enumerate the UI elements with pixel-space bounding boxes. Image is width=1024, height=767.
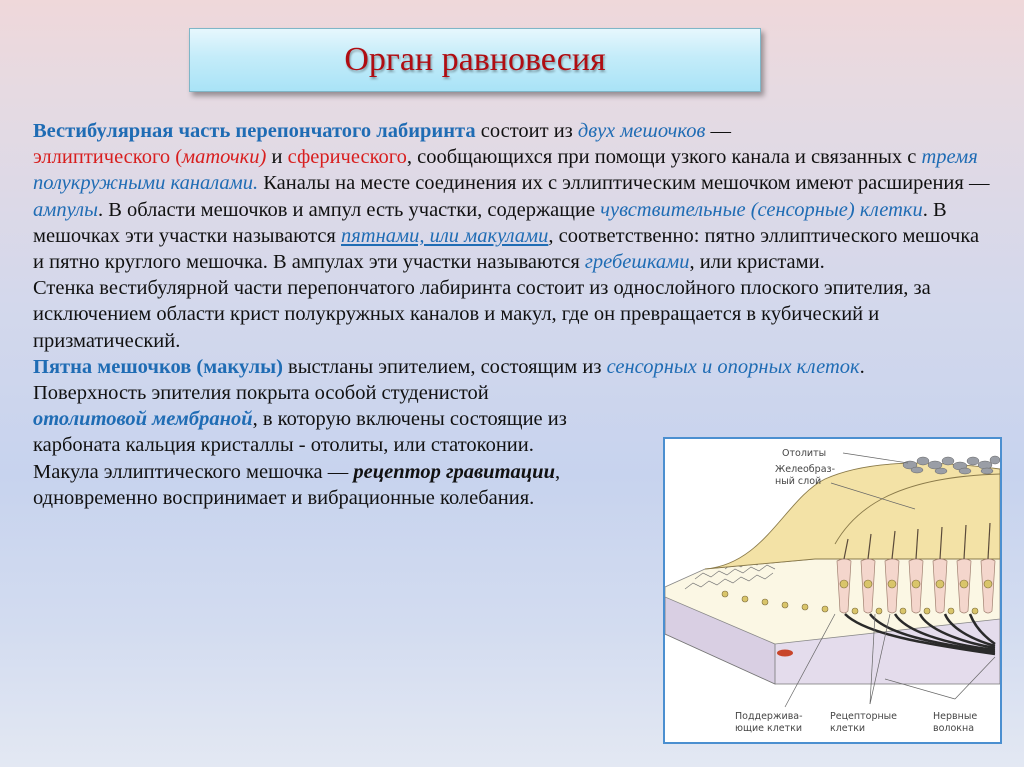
term-spherical: сферического <box>287 146 407 169</box>
label-nerve-2: волокна <box>933 723 975 734</box>
macula-illustration <box>665 439 1000 742</box>
label-supporting-2: ющие клетки <box>735 723 803 734</box>
blood-cell <box>777 650 793 657</box>
text-segment: . <box>859 355 865 378</box>
text-segment: Поверхность эпителия покрыта особой студенистой <box>33 382 489 405</box>
text-segment: , сообщающихся при помощи узкого канала и связанных с <box>406 146 922 169</box>
term-vestibular-part: Вестибулярная часть перепончатого лабиринта <box>33 120 476 142</box>
text-segment: , в которую включены состоящие из карбоната кальция кристаллы - отолиты, или статоконии. <box>33 408 567 457</box>
label-gel-layer-1: Желеобраз- <box>775 464 835 475</box>
term-maculae-link[interactable]: пятнами, или макулами <box>341 224 549 247</box>
term-gravity-receptor: рецептор гравитации <box>353 460 555 483</box>
term-two-sacs: двух мешочков <box>577 120 706 142</box>
term-sac-maculae: Пятна мешочков (макулы) <box>33 355 283 378</box>
term-sensory-cells: чувствительные (сенсорные) клетки <box>600 198 923 221</box>
term-utricle: маточки) <box>182 146 267 169</box>
paragraph-otolith-membrane <box>33 380 653 459</box>
gel-layer <box>705 463 1000 569</box>
text-segment: — <box>705 120 731 142</box>
text-segment: . В мешочках эти участки называются <box>33 198 947 247</box>
term-elliptical: эллиптического ( <box>33 146 183 169</box>
macula-diagram <box>663 437 1002 744</box>
title-box <box>189 28 761 92</box>
narrow-column <box>33 380 653 511</box>
term-semicircular-canals: тремя полукружными каналами. <box>33 146 978 195</box>
text-segment: и <box>266 146 288 169</box>
term-sensory-supporting-cells: сенсорных и опорных клеток <box>606 355 860 378</box>
label-supporting-1: Поддержива- <box>735 711 803 722</box>
term-otolith-membrane: отолитовой мембраной <box>33 408 253 431</box>
text-segment: , или кристами. <box>689 251 825 274</box>
text-segment: Стенка вестибулярной части перепончатого лабиринта состоит из однослойного плоского эпителия, за исключением области крист полукружных каналов и макул, где он превращается в кубический и призматический. <box>33 277 931 352</box>
label-receptor-2: клетки <box>830 723 866 734</box>
text-segment: выстланы эпителием, состоящим из <box>282 355 607 378</box>
label-receptor-1: Рецепторные <box>830 711 898 722</box>
paragraph-wall <box>33 275 993 354</box>
text-segment: состоит из <box>475 120 578 142</box>
text-segment: Каналы на месте соединения их с эллиптическим мешочком имеют расширения — <box>258 172 990 195</box>
label-nerve-1: Нервные <box>933 711 978 722</box>
text-segment: Макула эллиптического мешочка — <box>33 460 354 483</box>
term-ampullae: ампулы <box>33 198 98 221</box>
paragraph-vestibular <box>33 118 993 275</box>
paragraph-maculae <box>33 354 993 380</box>
text-segment: , одновременно воспринимает и вибрационные колебания. <box>33 460 561 509</box>
label-otoliths: Отолиты <box>782 448 827 459</box>
text-segment: . В области мешочков и ампул есть участки, содержащие <box>97 198 601 221</box>
term-cristae: гребешками <box>584 251 690 274</box>
paragraph-gravity-receptor <box>33 459 653 511</box>
label-gel-layer-2: ный слой <box>775 476 822 487</box>
text-segment: , соответственно: пятно эллиптического мешочка и пятно круглого мешочка. В ампулах эти участки называются <box>33 224 980 274</box>
slide-title: Орган равновесия <box>344 41 606 78</box>
